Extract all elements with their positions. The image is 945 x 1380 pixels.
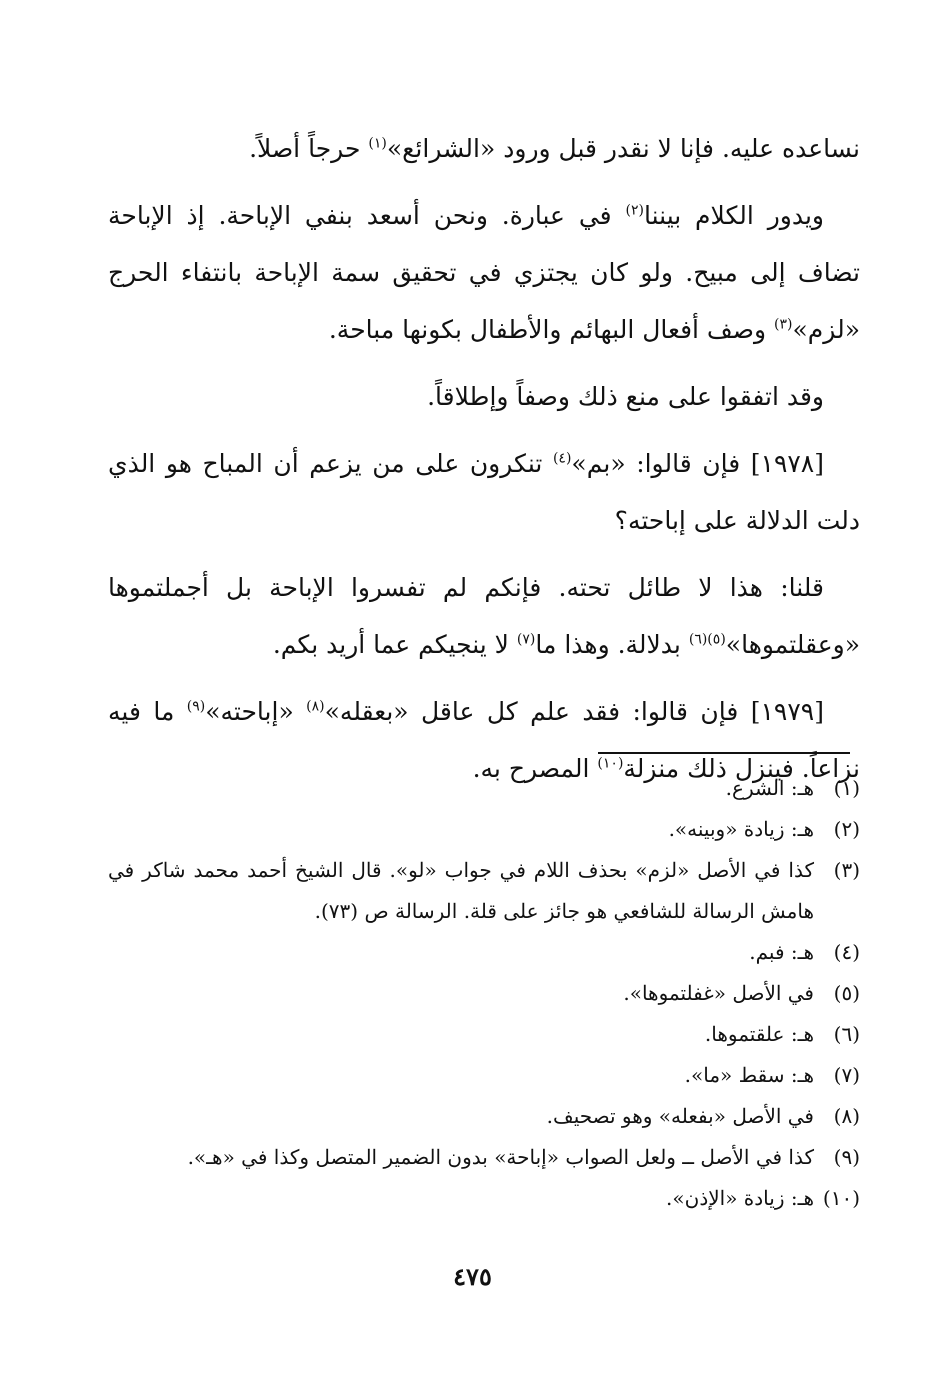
footnote-text: كذا في الأصل «لزم» بحذف اللام في جواب «لو». قال الشيخ أحمد محمد شاكر في هامش الرسالة للشافعي هو جائز على قلة. الرسالة ص (٧٣). [108,858,814,923]
footnote-reference[interactable]: (١) [368,135,387,152]
footnote-reference[interactable]: (٣) [774,316,793,333]
footnote-reference[interactable]: (٤) [552,450,572,467]
footnotes-section [108,768,860,1219]
footnote-item [108,1014,860,1055]
paragraph-text: لا ينجيكم عما أريد بكم. [272,630,517,659]
paragraph [108,120,860,177]
paragraph [108,187,860,358]
footnote-number: (٥) [833,981,860,1005]
footnote-reference[interactable]: (٥)(٦) [688,631,726,648]
footnote-text: هـ: سقط «ما». [684,1063,814,1087]
footnote-text: في الأصل «بفعله» وهو تصحيف. [546,1104,814,1128]
footnote-item [108,1137,860,1178]
paragraph-text: ما فيه نزاعاً. فينزل ذلك منزلة [108,697,860,783]
footnote-text: هـ: علقتموها. [704,1022,814,1046]
footnote-item [108,1178,860,1219]
paragraph-text: في عبارة. ونحن أسعد بنفي الإباحة. إذ الإباحة تضاف إلى مبيح. ولو كان يجتزي في تحقيق سمة الإباحة بانتفاء الحرج «لزم» [108,201,860,344]
footnote-item [108,1055,860,1096]
footnote-text: كذا في الأصل ــ ولعل الصواب «إباحة» بدون الضمير المتصل وكذا في «هـ». [187,1145,814,1169]
paragraph-text: وقد اتفقوا على منع ذلك وصفاً وإطلاقاً. [427,382,824,411]
paragraph-text: [١٩٧٨] فإن قالوا: «بم» [571,449,824,478]
paragraph [108,435,860,549]
footnote-number: (٦) [833,1022,860,1046]
footnote-reference[interactable]: (٩) [186,698,206,715]
paragraph-text: قلنا: هذا لا طائل تحته. فإنكم لم تفسروا الإباحة بل أجملتموها «وعقلتموها» [108,573,860,659]
paragraph-text: المصرح به. [472,754,598,783]
footnote-number: (٤) [833,940,860,964]
paragraph-text: [١٩٧٩] فإن قالوا: فقد علم كل عاقل «بعقله» [324,697,824,726]
footnote-text: هـ: زيادة «الإذن». [666,1186,814,1210]
main-text [108,120,860,807]
footnote-number: (٣) [833,858,860,882]
paragraph-text: «إباحته» [205,697,307,726]
paragraph [108,559,860,673]
footnote-number: (٩) [833,1145,860,1169]
footnote-reference[interactable]: (٧) [516,631,536,648]
footnote-item [108,973,860,1014]
page-number: ٤٧٥ [453,1262,492,1291]
paragraph-text: تنكرون على من يزعم أن المباح هو الذي دلت الدلالة على إباحته؟ [108,449,860,535]
paragraph [108,368,860,425]
footnote-item [108,1096,860,1137]
footnote-number: (١) [833,776,860,800]
footnote-number: (٢) [833,817,860,841]
footnote-number: (٧) [833,1063,860,1087]
footnote-item [108,932,860,973]
footnote-text: هـ: فبم. [749,940,814,964]
paragraph-text: وصف أفعال البهائم والأطفال بكونها مباحة. [328,315,775,344]
paragraph-text: نساعده عليه. فإنا لا نقدر قبل ورود «الشرائع» [386,134,860,163]
footnote-item [108,809,860,850]
footnote-reference[interactable]: (١٠) [597,755,624,772]
footnote-reference[interactable]: (٨) [306,698,325,715]
footnote-reference[interactable]: (٢) [625,202,644,219]
paragraph-text: بدلالة. وهذا ما [535,630,689,659]
paragraph-text: ويدور الكلام بيننا [643,201,824,230]
footnote-number: (١٠) [822,1186,860,1210]
footnote-number: (٨) [833,1104,860,1128]
footnote-item [108,768,860,809]
footnote-text: هـ: زيادة «وبينه». [668,817,814,841]
footnote-text: في الأصل «غفلتموها». [623,981,814,1005]
paragraph-text: حرجاً أصلاً. [249,134,369,163]
footnote-item [108,850,860,932]
footnote-text: هـ: الشرع. [725,776,814,800]
footnote-separator [598,752,850,754]
